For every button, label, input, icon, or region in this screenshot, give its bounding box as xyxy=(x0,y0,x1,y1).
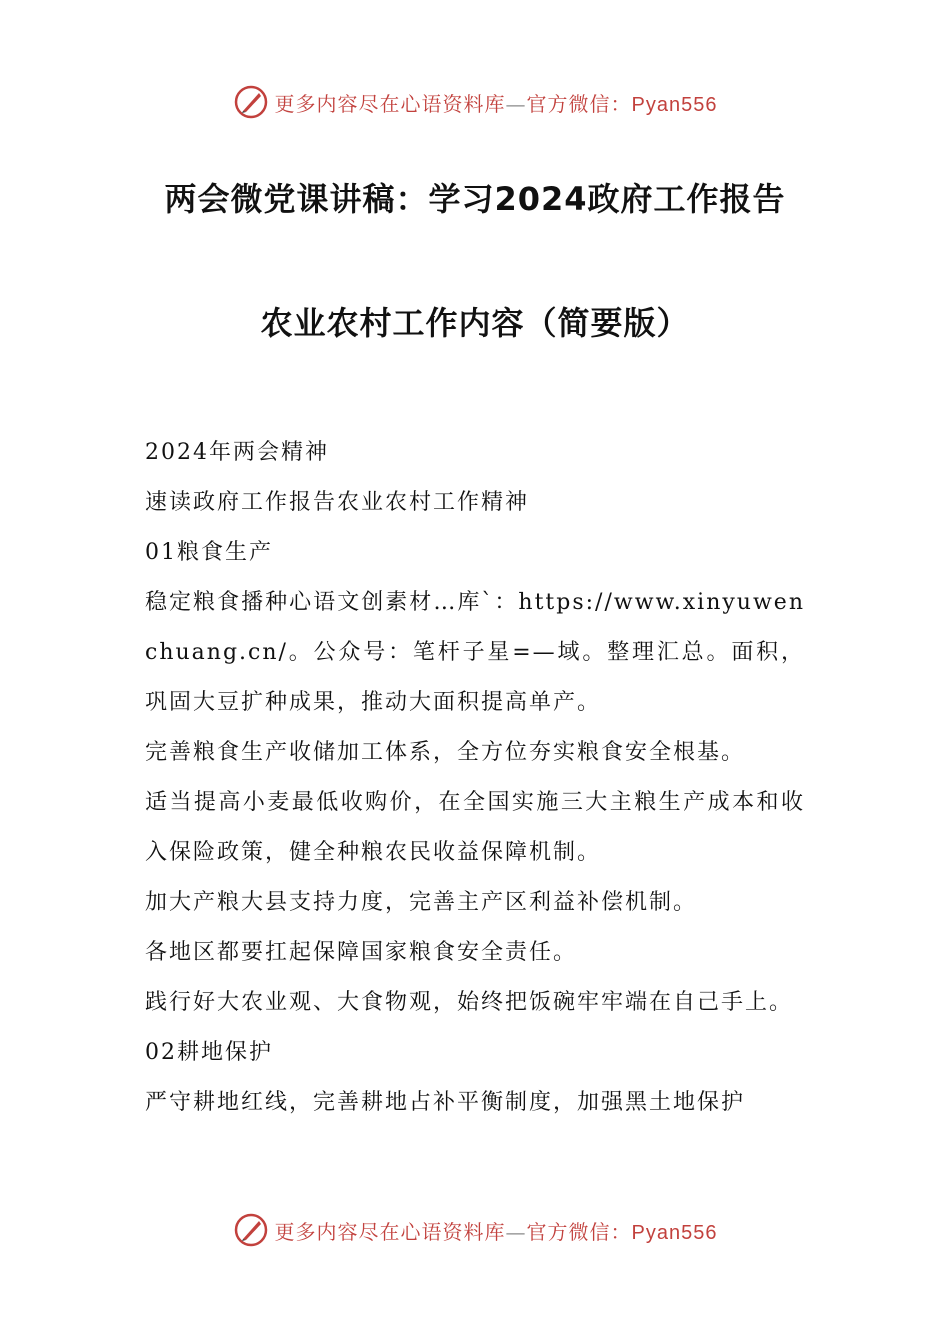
banner-text xyxy=(275,88,718,117)
header-banner xyxy=(0,80,950,124)
document-title-line-1: 两会微党课讲稿：学习2024政府工作报告 xyxy=(164,180,786,218)
paragraph-4: 稳定粮食播种心语文创素材…库`：https://www.xinyuwenchuang.cn/。公众号：笔杆子星=—域。整理汇总。面积，巩固大豆扩种成果，推动大面积提高单产。 xyxy=(145,590,805,715)
paragraph-7: 加大产粮大县支持力度，完善主产区利益补偿机制。 xyxy=(145,890,698,915)
document-body xyxy=(145,428,805,1128)
banner-wechat-id: Pyan556 xyxy=(631,93,718,116)
banner-text xyxy=(275,1216,718,1245)
banner-dash: — xyxy=(505,1219,527,1244)
section-heading-1: 01粮食生产 xyxy=(145,540,273,565)
paragraph-8: 各地区都要扛起保障国家粮食安全责任。 xyxy=(145,940,578,965)
banner-main-text: 更多内容尽在心语资料库 xyxy=(274,1219,506,1244)
paragraph-5: 完善粮食生产收储加工体系，全方位夯实粮食安全根基。 xyxy=(145,740,746,765)
paragraph-1: 2024年两会精神 xyxy=(145,440,329,465)
banner-dash: — xyxy=(505,91,527,116)
quill-pen-logo-icon xyxy=(233,1212,269,1248)
banner-wechat-label: 官方微信： xyxy=(526,91,632,116)
footer-banner xyxy=(0,1208,950,1252)
document-title-line-2: 农业农村工作内容（简要版） xyxy=(260,304,690,342)
quill-pen-logo-icon xyxy=(233,84,269,120)
section-heading-2: 02耕地保护 xyxy=(145,1040,273,1065)
paragraph-2: 速读政府工作报告农业农村工作精神 xyxy=(145,490,530,515)
paragraph-11: 严守耕地红线，完善耕地占补平衡制度，加强黑土地保护 xyxy=(145,1090,746,1115)
paragraph-9: 践行好大农业观、大食物观，始终把饭碗牢牢端在自己手上。 xyxy=(145,990,794,1015)
paragraph-6: 适当提高小麦最低收购价，在全国实施三大主粮生产成本和收入保险政策，健全种粮农民收益保障机制。 xyxy=(145,790,805,865)
banner-wechat-id: Pyan556 xyxy=(631,1221,718,1244)
banner-main-text: 更多内容尽在心语资料库 xyxy=(274,91,506,116)
banner-wechat-label: 官方微信： xyxy=(526,1219,632,1244)
